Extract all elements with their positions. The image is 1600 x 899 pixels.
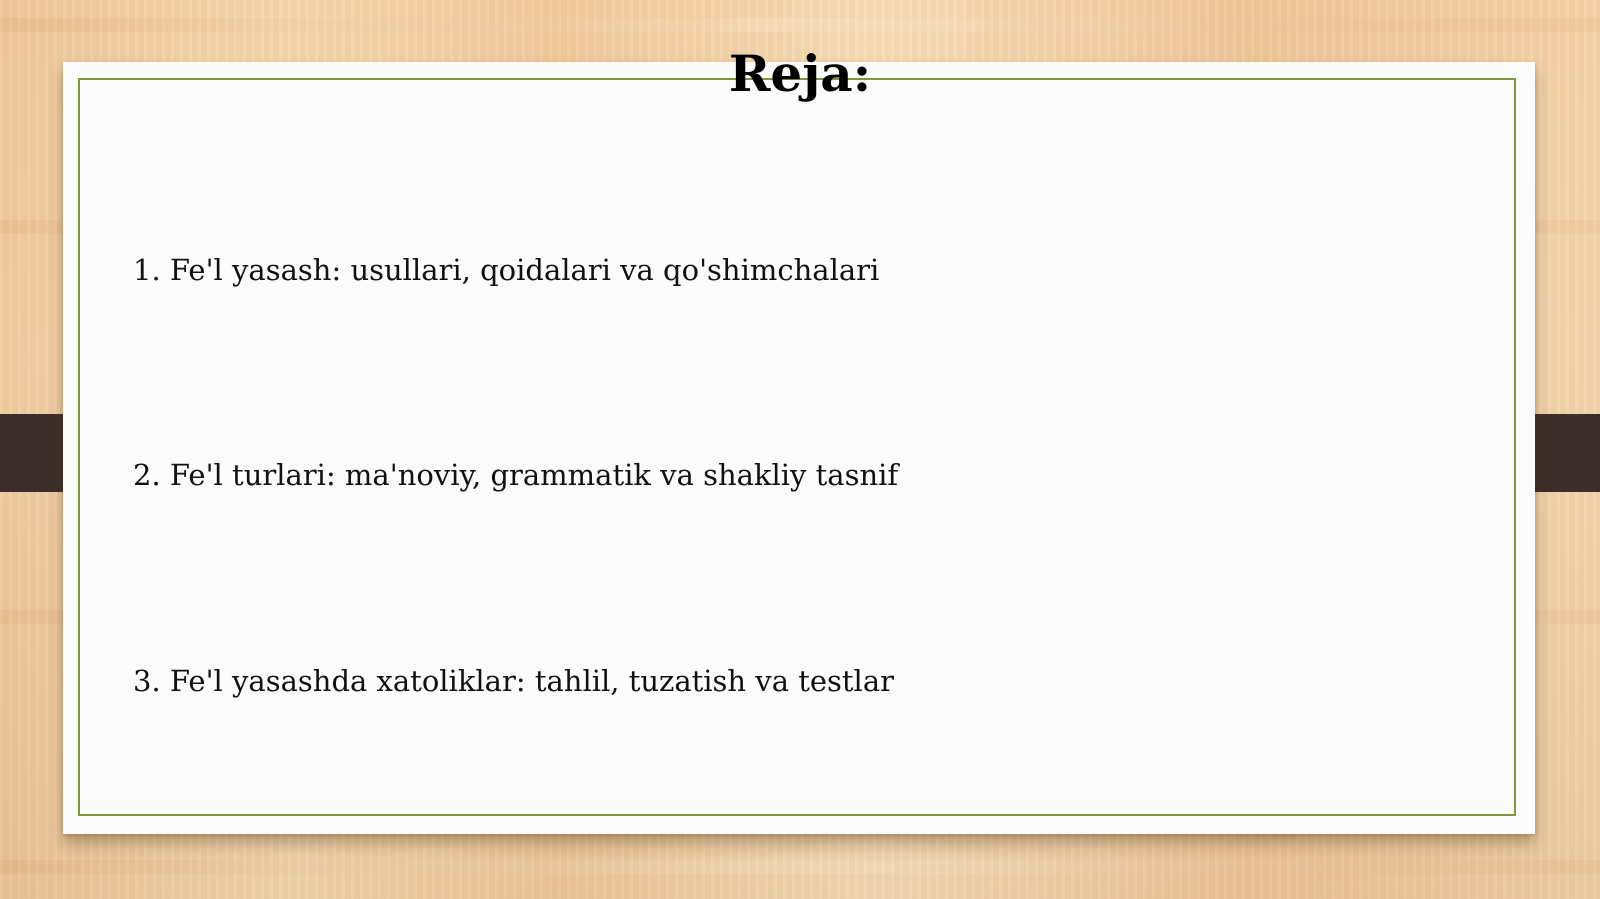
slide-title: Reja:	[728, 44, 872, 103]
slide-frame-border	[78, 78, 1516, 816]
wood-grain	[0, 18, 1600, 32]
wood-grain	[0, 860, 1600, 874]
list-item: 3. Fe'l yasashda xatoliklar: tahlil, tuzatish va testlar	[133, 664, 894, 698]
list-item: 2. Fe'l turlari: ma'noviy, grammatik va shakliy tasnif	[133, 458, 899, 492]
list-item: 1. Fe'l yasash: usullari, qoidalari va qo'shimchalari	[133, 253, 880, 287]
